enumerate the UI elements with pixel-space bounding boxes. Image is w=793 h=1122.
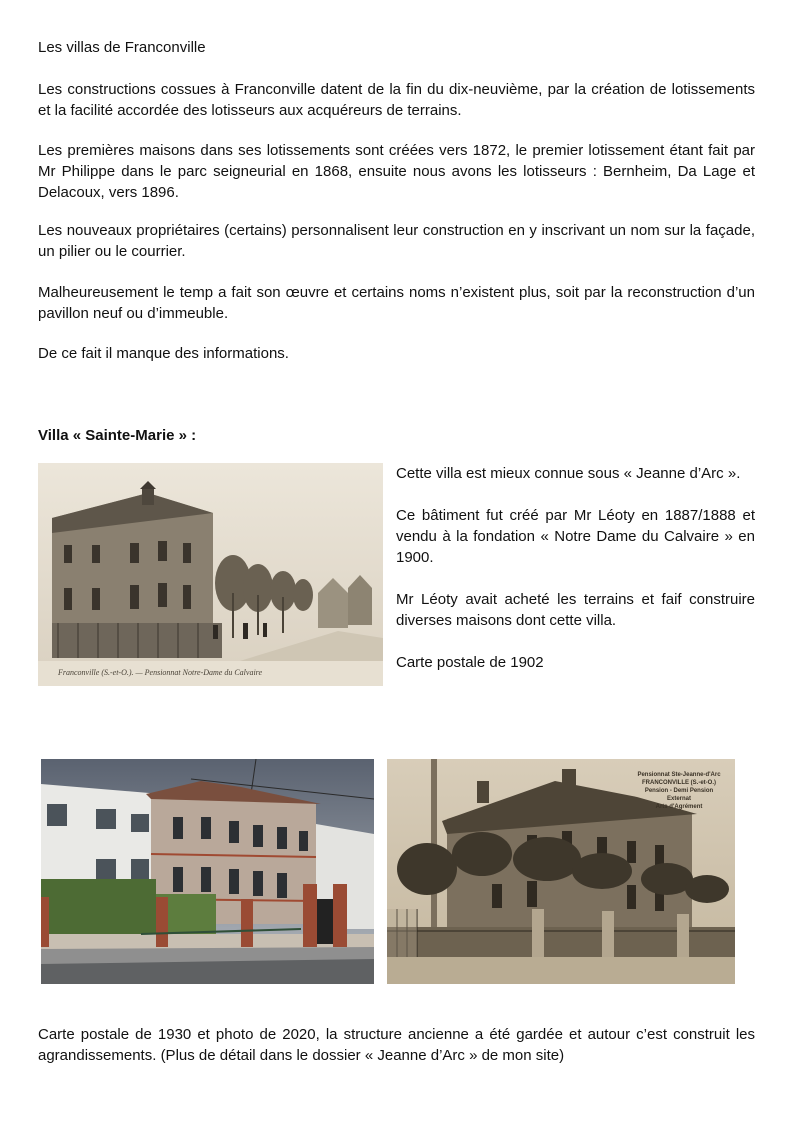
postcard-1930-image xyxy=(387,759,735,984)
intro-paragraph-4: Malheureusement le temp a fait son œuvre et certains noms n’existent plus, soit par la reconstruction d’un pavillon neuf ou d’immeuble. xyxy=(38,284,755,322)
postcard-1930-line-4: Externat xyxy=(666,796,691,802)
postcard-1902-printed-caption: Franconville (S.-et-O.). — Pensionnat Notre-Dame du Calvaire xyxy=(58,668,263,677)
villa-description-4: Carte postale de 1902 xyxy=(396,654,544,671)
postcard-1930-printed-text xyxy=(625,771,733,811)
intro-paragraph-3: Les nouveaux propriétaires (certains) personnalisent leur construction en y inscrivant un nom sur la façade, un pilier ou le courrier. xyxy=(38,222,755,260)
villa-description-3: Mr Léoty avait acheté les terrains et faif construire diverses maisons dont cette villa. xyxy=(396,591,755,629)
postcard-1930-line-1: Pensionnat Ste-Jeanne-d'Arc xyxy=(637,772,721,778)
postcard-1930-line-5: Arts d'Agrément xyxy=(655,804,703,810)
villa-heading: Villa « Sainte-Marie » : xyxy=(38,427,197,444)
intro-paragraph-1: Les constructions cossues à Franconville datent de la fin du dix-neuvième, par la création de lotissements et la facilité accordée des lotisseurs aux acquéreurs de terrains. xyxy=(38,81,755,119)
postcard-1930-line-3: Pension - Demi Pension xyxy=(644,788,714,794)
document-title: Les villas de Franconville xyxy=(38,39,206,56)
villa-description-2: Ce bâtiment fut créé par Mr Léoty en 1887/1888 et vendu à la fondation « Notre Dame du Calvaire » en 1900. xyxy=(396,507,755,566)
photo-2020-image xyxy=(41,759,374,984)
postcard-1902-image xyxy=(38,463,383,686)
villa-description xyxy=(396,463,755,694)
villa-description-1: Cette villa est mieux connue sous « Jeanne d’Arc ». xyxy=(396,465,741,482)
intro-paragraph-2: Les premières maisons dans ses lotissements sont créées vers 1872, le premier lotissement étant fait par Mr Philippe dans le parc seigneurial en 1868, ensuite nous avons les lotisseurs : Bernheim, Da Lage et Delacoux, vers 1896. xyxy=(38,142,755,201)
postcard-1930-line-2: FRANCONVILLE (S.-et-O.) xyxy=(642,780,716,786)
bottom-caption: Carte postale de 1930 et photo de 2020, la structure ancienne a été gardée et autour c’est construit les agrandissements. (Plus de détail dans le dossier « Jeanne d’Arc » de mon site) xyxy=(38,1026,755,1064)
intro-paragraph-5: De ce fait il manque des informations. xyxy=(38,345,289,362)
